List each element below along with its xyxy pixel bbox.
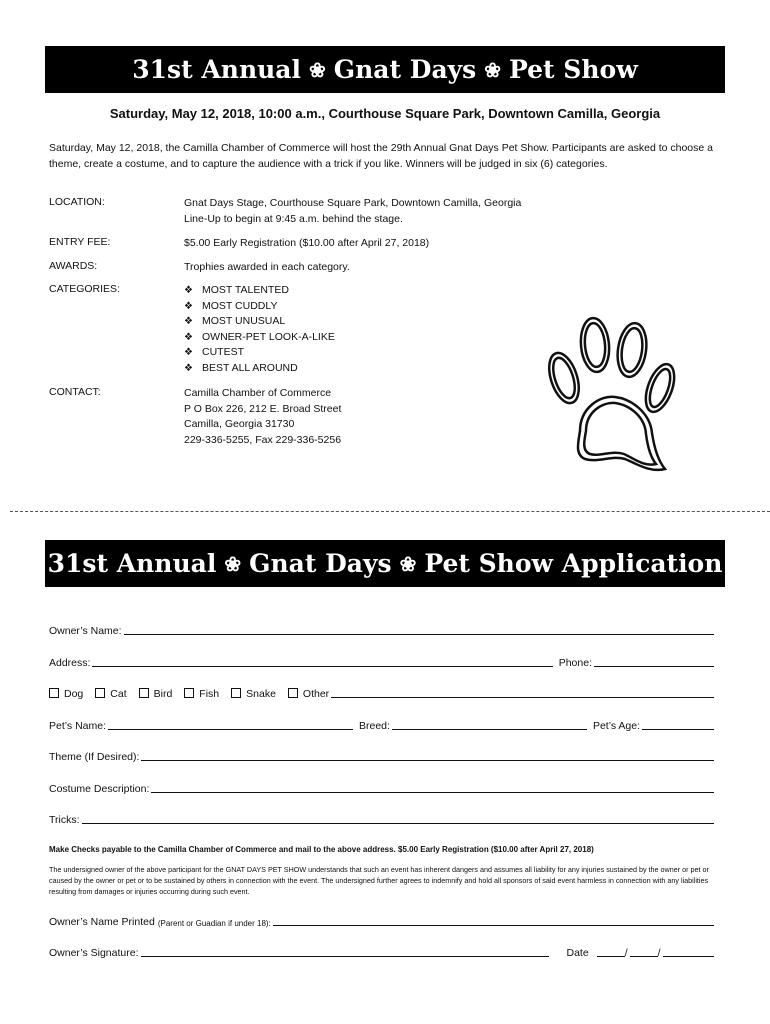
printed-name-note: (Parent or Guadian if under 18): — [157, 919, 271, 928]
payment-note: Make Checks payable to the Camilla Chamber of Commerce and mail to the above address. $5.00 Early Registration ($10.00 after April 27, 2018) — [49, 845, 594, 854]
pet-option-snake[interactable] — [231, 688, 276, 700]
address-field[interactable] — [92, 656, 552, 667]
ornament-left-icon: ❀ — [224, 551, 242, 576]
tricks-field[interactable] — [82, 813, 714, 824]
flyer-title-right: Pet Show — [509, 55, 638, 84]
location-line: Line-Up to begin at 9:45 a.m. behind the stage. — [184, 212, 403, 225]
phone-label: Phone: — [558, 657, 592, 669]
pet-option-fish[interactable] — [184, 688, 219, 700]
costume-label: Costume Description: — [49, 783, 150, 795]
category-item — [184, 314, 335, 330]
categories-label: CATEGORIES: — [49, 283, 120, 295]
owner-name-field[interactable] — [124, 624, 714, 635]
fee-label: ENTRY FEE: — [49, 236, 111, 248]
pet-option-label: Snake — [246, 688, 276, 700]
tricks-row — [49, 813, 714, 826]
contact-line: Camilla, Georgia 31730 — [184, 418, 295, 430]
ornament-right-icon: ❀ — [484, 57, 502, 82]
flyer-title — [45, 46, 725, 93]
paw-print-icon — [540, 313, 680, 483]
date-month-field[interactable] — [597, 946, 625, 957]
pet-details-row — [49, 719, 714, 732]
diamond-bullet-icon: ❖ — [184, 331, 193, 343]
application-title-left: 31st Annual — [47, 549, 217, 578]
theme-label: Theme (If Desired): — [49, 751, 140, 763]
signature-field[interactable] — [141, 946, 549, 957]
date-label: Date — [566, 947, 589, 959]
checkbox-icon[interactable] — [49, 688, 59, 698]
costume-row — [49, 782, 714, 795]
contact-line: 229-336-5255, Fax 229-336-5256 — [184, 433, 342, 446]
cut-line-divider — [10, 511, 770, 512]
pet-option-label: Bird — [153, 688, 173, 700]
diamond-bullet-icon: ❖ — [184, 347, 193, 358]
contact-label: CONTACT: — [49, 386, 101, 398]
category-item — [184, 330, 335, 346]
date-day-field[interactable] — [630, 946, 658, 957]
category-label: MOST TALENTED — [202, 284, 289, 296]
category-item — [184, 283, 335, 299]
fee-value: $5.00 Early Registration ($10.00 after April 27, 2018) — [184, 237, 430, 249]
phone-field[interactable] — [594, 656, 714, 667]
date-separator: / — [657, 947, 661, 959]
category-item — [184, 299, 335, 315]
diamond-bullet-icon: ❖ — [184, 285, 193, 296]
pet-option-label: Cat — [110, 688, 127, 700]
awards-label: AWARDS: — [49, 260, 98, 272]
pet-option-bird[interactable] — [139, 688, 173, 700]
pet-name-label: Pet’s Name: — [49, 720, 106, 732]
checkbox-icon[interactable] — [231, 688, 241, 698]
printed-name-label: Owner’s Name Printed — [49, 916, 155, 928]
awards-value: Trophies awarded in each category. — [184, 261, 350, 273]
liability-disclaimer: The undersigned owner of the above participant for the GNAT DAYS PET SHOW understands that such an event has inherent dangers and assumes all liability for any injuries sustained by the owner or pet or caused by the owner or pet or to be sustained by others in connection with the event. The undersigned further agrees to indemnify and hold all sponsors of said event harmless in connection with any liabilities resulting from damages or injuries occurring during such event. — [49, 865, 709, 896]
theme-row — [49, 750, 714, 763]
ornament-right-icon: ❀ — [399, 551, 417, 576]
diamond-bullet-icon: ❖ — [184, 300, 193, 312]
date-separator: / — [624, 947, 628, 959]
contact-value — [184, 386, 341, 448]
flyer-title-left: 31st Annual — [132, 55, 302, 84]
printed-name-field[interactable] — [273, 915, 714, 926]
address-row — [49, 656, 714, 669]
category-label: OWNER-PET LOOK-A-LIKE — [202, 330, 335, 343]
category-label: MOST UNUSUAL — [202, 315, 286, 327]
diamond-bullet-icon: ❖ — [184, 362, 193, 374]
checkbox-icon[interactable] — [184, 688, 194, 698]
application-title — [45, 540, 725, 587]
location-value — [184, 196, 521, 227]
date-year-field[interactable] — [663, 946, 714, 957]
theme-field[interactable] — [141, 750, 714, 761]
event-subheading: Saturday, May 12, 2018, 10:00 a.m., Courthouse Square Park, Downtown Camilla, Georgia — [109, 106, 661, 121]
owner-name-label: Owner’s Name: — [49, 625, 122, 637]
category-label: MOST CUDDLY — [202, 299, 278, 312]
pet-option-label: Fish — [199, 688, 220, 700]
breed-field[interactable] — [392, 719, 587, 730]
address-label: Address: — [49, 657, 91, 669]
location-label: LOCATION: — [49, 196, 105, 208]
checkbox-icon[interactable] — [139, 688, 149, 698]
intro-paragraph: Saturday, May 12, 2018, the Camilla Chamber of Commerce will host the 29th Annual Gnat Days Pet Show. Participants are asked to choose a theme, create a costume, and to capture the audience with a trick if you like. Winners will be judged in six (6) categories. — [49, 142, 713, 170]
category-item — [184, 345, 335, 361]
signature-row — [49, 946, 714, 959]
pet-option-label: Other — [302, 688, 330, 700]
costume-field[interactable] — [151, 782, 714, 793]
category-label: BEST ALL AROUND — [202, 361, 298, 374]
pet-option-label: Dog — [64, 688, 84, 700]
breed-label: Breed: — [359, 720, 390, 732]
category-label: CUTEST — [202, 346, 244, 358]
other-pet-field[interactable] — [331, 687, 714, 698]
owner-name-row — [49, 624, 714, 637]
categories-list — [184, 283, 335, 376]
pet-option-cat[interactable] — [95, 688, 126, 700]
pet-name-field[interactable] — [108, 719, 353, 730]
category-item — [184, 361, 335, 377]
pet-option-other[interactable] — [288, 688, 329, 700]
pet-age-label: Pet’s Age: — [592, 720, 641, 732]
contact-line: Camilla Chamber of Commerce — [184, 387, 332, 399]
pet-type-row — [49, 687, 714, 700]
application-title-mid: Gnat Days — [249, 549, 392, 578]
checkbox-icon[interactable] — [95, 688, 105, 698]
contact-line: P O Box 226, 212 E. Broad Street — [184, 402, 342, 415]
application-title-right: Pet Show Application — [424, 549, 723, 578]
ornament-left-icon: ❀ — [309, 57, 326, 82]
location-line: Gnat Days Stage, Courthouse Square Park, Downtown Camilla, Georgia — [184, 197, 522, 209]
diamond-bullet-icon: ❖ — [184, 316, 193, 327]
checkbox-icon[interactable] — [288, 688, 298, 698]
pet-age-field[interactable] — [642, 719, 714, 730]
tricks-label: Tricks: — [49, 814, 80, 826]
printed-name-row — [49, 915, 714, 928]
flyer-title-mid: Gnat Days — [333, 55, 477, 84]
pet-option-dog[interactable] — [49, 688, 83, 700]
signature-label: Owner’s Signature: — [49, 947, 139, 959]
